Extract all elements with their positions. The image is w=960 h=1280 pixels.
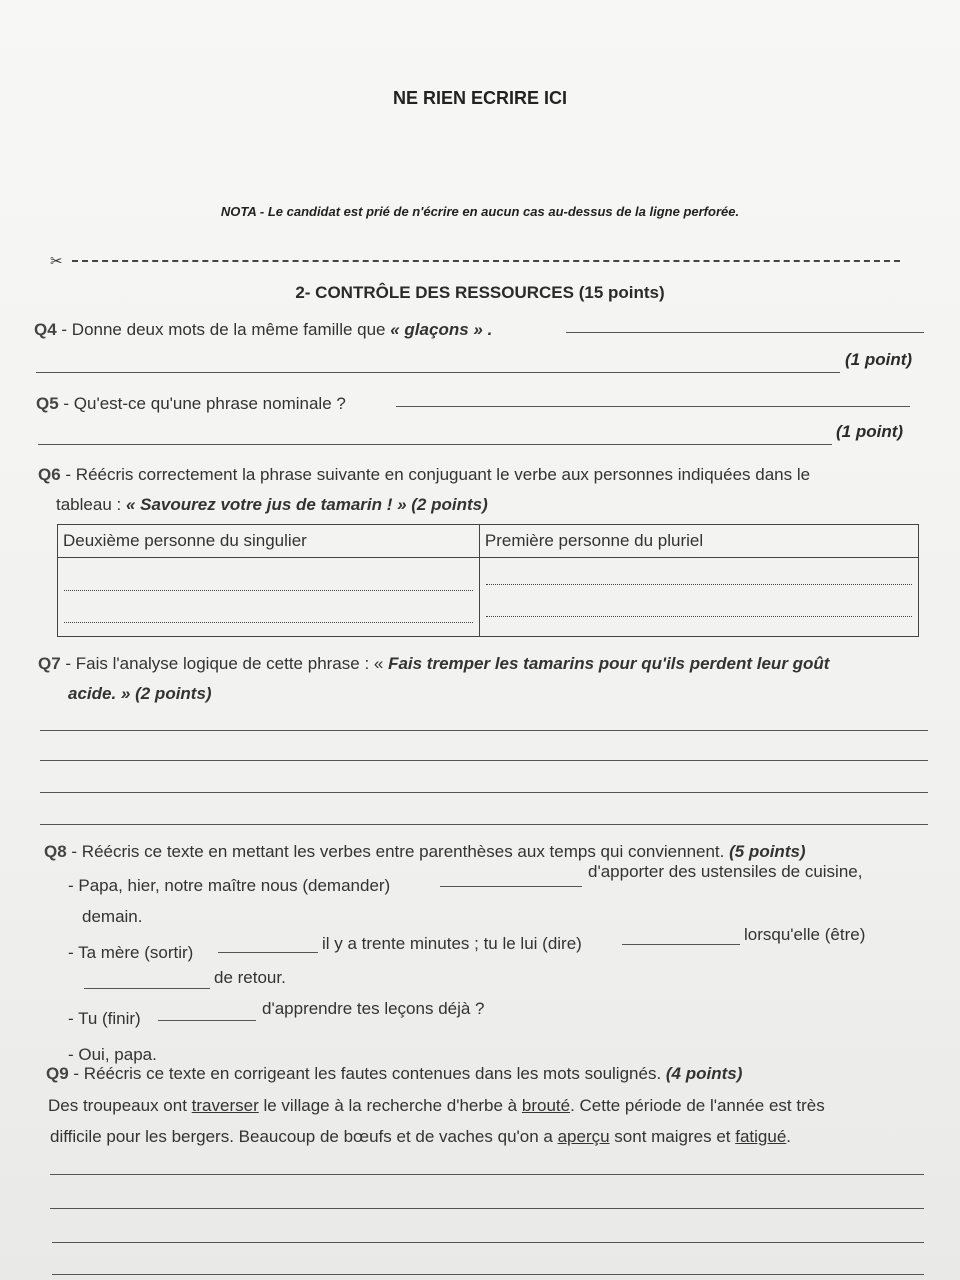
sentence-part: - Papa, hier, notre maître nous (demander) <box>68 876 391 895</box>
question-q6 <box>38 465 810 485</box>
points-label: (5 points) <box>724 842 806 861</box>
question-text: - Qu'est-ce qu'une phrase nominale ? <box>58 394 346 413</box>
conjugation-table <box>57 524 919 637</box>
sentence-part: . <box>786 1127 792 1146</box>
phrase-continued: acide. » (2 points) <box>68 684 212 703</box>
blank-field[interactable] <box>622 944 740 945</box>
blank-field[interactable] <box>440 886 582 887</box>
dotted-line <box>486 616 912 617</box>
answer-line[interactable] <box>36 372 840 373</box>
sentence-part: sont maigres et <box>609 1127 736 1146</box>
question-text: - Réécris ce texte en corrigeant les fautes contenues dans les mots soulignés. <box>68 1064 662 1083</box>
sentence-part: de retour. <box>214 968 286 987</box>
question-q7 <box>38 654 829 674</box>
scissors-icon: ✂ <box>50 253 63 270</box>
answer-line[interactable] <box>40 792 928 793</box>
sentence-part: lorsqu'elle (être) <box>744 925 866 944</box>
q9-text-line2 <box>50 1127 791 1147</box>
answer-line[interactable] <box>38 444 832 445</box>
sentence-part: difficile pour les bergers. Beaucoup de bœufs et de vaches qu'on a <box>50 1127 558 1146</box>
underlined-word: brouté <box>521 1096 571 1115</box>
underlined-word: aperçu <box>557 1127 610 1146</box>
question-text: - Réécris correctement la phrase suivante en conjuguant le verbe aux personnes indiquées dans le <box>60 465 811 484</box>
question-text: tableau : <box>56 495 126 514</box>
answer-line[interactable] <box>52 1242 924 1243</box>
question-number: Q6 <box>38 465 61 484</box>
table-cell-answer[interactable] <box>479 558 918 637</box>
underlined-word: fatigué <box>735 1127 787 1146</box>
question-q4 <box>34 320 492 340</box>
question-q5 <box>36 394 346 414</box>
question-text: - Réécris ce texte en mettant les verbes entre parenthèses aux temps qui conviennent. <box>66 842 725 861</box>
answer-line[interactable] <box>50 1174 924 1175</box>
table-header-col1: Deuxième personne du singulier <box>58 525 480 558</box>
answer-line[interactable] <box>50 1208 924 1209</box>
blank-field[interactable] <box>218 952 318 953</box>
keyword: « glaçons » . <box>390 320 493 339</box>
blank-field[interactable] <box>158 1020 256 1021</box>
dotted-line <box>64 622 473 623</box>
question-q9 <box>46 1064 742 1084</box>
sentence-part: . Cette période de l'année est très <box>570 1096 825 1115</box>
points-label: (1 point) <box>836 422 904 441</box>
question-number: Q4 <box>34 320 57 339</box>
q8-line1 <box>68 876 390 896</box>
points-label: (1 point) <box>845 350 913 369</box>
sentence-part: - Ta mère (sortir) <box>68 943 194 962</box>
sentence-part: il y a trente minutes ; tu le lui (dire) <box>322 934 582 953</box>
question-number: Q9 <box>46 1064 69 1083</box>
question-text: - Fais l'analyse logique de cette phrase : « <box>60 654 389 673</box>
sentence-part: - Oui, papa. <box>68 1045 157 1064</box>
phrase: « Savourez votre jus de tamarin ! » (2 points) <box>125 495 488 514</box>
nota-text: NOTA - Le candidat est prié de n'écrire en aucun cas au-dessus de la ligne perforée. <box>220 204 740 219</box>
dotted-line <box>486 584 912 585</box>
answer-line[interactable] <box>40 824 928 825</box>
table-cell-answer[interactable] <box>58 558 480 637</box>
answer-line[interactable] <box>40 760 928 761</box>
blank-field[interactable] <box>84 988 210 989</box>
section-title: 2- CONTRÔLE DES RESSOURCES (15 points) <box>295 283 665 302</box>
phrase: Fais tremper les tamarins pour qu'ils perdent leur goût <box>388 654 830 673</box>
question-q8 <box>44 842 806 862</box>
sentence-part: Des troupeaux ont <box>48 1096 192 1115</box>
q9-text-line1 <box>48 1096 825 1116</box>
question-number: Q8 <box>44 842 67 861</box>
question-text: - Donne deux mots de la même famille que <box>56 320 391 339</box>
answer-line[interactable] <box>40 730 928 731</box>
underlined-word: traverser <box>191 1096 259 1115</box>
question-number: Q5 <box>36 394 59 413</box>
sentence-part: le village à la recherche d'herbe à <box>258 1096 522 1115</box>
answer-line[interactable] <box>396 406 910 407</box>
answer-line[interactable] <box>566 332 924 333</box>
perforated-line <box>72 260 900 262</box>
sentence-part: d'apprendre tes leçons déjà ? <box>262 999 485 1018</box>
question-number: Q7 <box>38 654 61 673</box>
dotted-line <box>64 590 473 591</box>
sentence-part: demain. <box>82 907 143 926</box>
points-label: (4 points) <box>661 1064 743 1083</box>
header-title: NE RIEN ECRIRE ICI <box>392 88 568 108</box>
table-header-col2: Première personne du pluriel <box>479 525 918 558</box>
sentence-part: d'apporter des ustensiles de cuisine, <box>588 862 863 881</box>
question-q6-line2 <box>56 495 488 515</box>
sentence-part: - Tu (finir) <box>68 1009 141 1028</box>
answer-line[interactable] <box>52 1274 924 1275</box>
